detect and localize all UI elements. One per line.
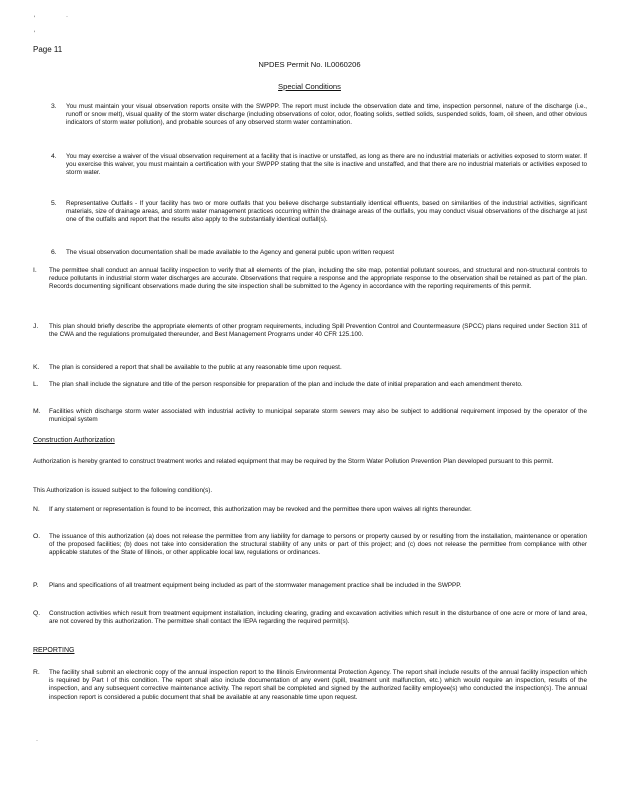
scan-mark: · [36, 738, 38, 744]
lettered-item-r [33, 669, 587, 702]
item-text: The facility shall submit an electronic copy of the annual inspection report to the Illinois Environmental Protection Agency. The report shall include results of the annual facility inspection which is required by Part I of this condition. The report shall also include documentation of any event (spill, treatment unit malfunction, etc.) which would require an inspection, results of the inspection, and any subsequent corrective maintenance activity. The report shall be completed and signed by the authorized facility employee(s) who conducted the inspection(s). The annual inspection report is considered a public document that shall be available at any reasonable time upon request. [49, 669, 587, 701]
item-text: The plan shall include the signature and title of the person responsible for preparation of the plan and include the date of initial preparation and each amendment thereto. [49, 381, 523, 388]
item-text: Plans and specifications of all treatment equipment being included as part of the stormwater management practice shall be included in the SWPPP. [49, 582, 462, 589]
item-label: I. [33, 267, 37, 274]
item-label: M. [33, 408, 41, 415]
lettered-item-q [33, 610, 587, 626]
item-label: O. [33, 533, 41, 540]
item-text: You must maintain your visual observation reports onsite with the SWPPP. The report must include the observation date and time, inspection personnel, nature of the discharge (i.e., runoff or snow melt), visual quality of the storm water discharge (including observations of color, odor, floating solids, settled solids, suspended solids, foam, oil sheen, and other obvious indicators of storm water pollution), and probable sources of any observed storm water contamination. [66, 103, 587, 127]
item-text: This plan should briefly describe the appropriate elements of other program requirements, including Spill Prevention Control and Countermeasure (SPCC) plans required under Section 311 of the CWA and the regulations promulgated thereunder, and Best Management Programs under 40 CFR 125.100. [49, 323, 587, 339]
item-label: K. [33, 364, 40, 371]
construction-heading: Construction Authorization [33, 437, 115, 444]
scan-mark: ‘ [34, 16, 36, 22]
lettered-item-l [33, 381, 587, 389]
item-text: The issuance of this authorization (a) does not release the permittee from any liability for damage to persons or property caused by or resulting from the installation, maintenance or operation of the proposed facilities; (b) does not take into consideration the structural stability of any units or part of this project; and (c) does not release the permittee from compliance with other applicable statutes of the State of Illinois, or other applicable local law, regulations or ordinances. [49, 533, 587, 557]
item-label: R. [33, 669, 40, 676]
construction-intro [33, 458, 586, 466]
item-label: 6. [51, 249, 57, 256]
permit-title: NPDES Permit No. IL0060206 [258, 60, 361, 69]
lettered-item-n [33, 506, 587, 514]
item-label: Q. [33, 610, 41, 617]
lettered-item-p [33, 582, 587, 590]
item-label: 3. [51, 103, 57, 110]
item-text: Facilities which discharge storm water associated with industrial activity to municipal separate storm sewers may also be subject to additional requirement imposed by the operator of the municipal system [49, 408, 587, 424]
item-text: The permittee shall conduct an annual facility inspection to verify that all elements of the plan, including the site map, potential pollutant sources, and structural and non-structural controls to reduce pollutants in industrial storm water discharges are accurate. Observations that require a response and the appropriate response to the observation shall be retained as part of the plan. Records documenting significant observations made during the site inspection shall be submitted to the Agency in accordance with the reporting requirements of this permit. [49, 267, 587, 291]
item-label: L. [33, 381, 39, 388]
item-text: The plan is considered a report that shall be available to the public at any reasonable time upon request. [49, 364, 342, 371]
item-label: N. [33, 506, 40, 513]
construction-intro-text: Authorization is hereby granted to construct treatment works and related equipment that may be required by the Storm Water Pollution Prevention Plan developed pursuant to this permit. [33, 458, 554, 465]
item-text: The visual observation documentation shall be made available to the Agency and general public upon written request [66, 249, 394, 256]
item-label: J. [33, 323, 39, 330]
item-text: Construction activities which result from treatment equipment installation, including clearing, grading and excavation activities which result in the disturbance of one acre or more of land area, are not covered by this authorization. The permittee shall contact the IEPA regarding the required permit(s). [49, 610, 587, 626]
numbered-item-4 [51, 153, 587, 178]
construction-subject-text: This Authorization is issued subject to the following condition(s). [33, 487, 213, 494]
item-text: You may exercise a waiver of the visual observation requirement at a facility that is inactive or unstaffed, as long as there are no industrial materials or activities exposed to storm water. If you exercise this waiver, you must maintain a certification with your SWPPP stating that the site is inactive and unstaffed, and that there are no industrial materials or activities exposed to storm water. [66, 153, 587, 177]
scan-mark: ‘ [34, 31, 36, 37]
numbered-item-5 [51, 200, 587, 225]
lettered-item-i [33, 267, 587, 292]
lettered-item-j [33, 323, 587, 339]
reporting-heading: REPORTING [33, 647, 75, 654]
scan-mark: · [66, 14, 68, 20]
item-text: If any statement or representation is found to be incorrect, this authorization may be revoked and the permittee there upon waives all rights thereunder. [49, 506, 472, 513]
numbered-item-6 [51, 249, 587, 257]
lettered-item-o [33, 533, 587, 558]
item-label: 5. [51, 200, 57, 207]
item-label: P. [33, 582, 39, 589]
construction-subject [33, 487, 586, 495]
numbered-item-3 [51, 103, 587, 128]
item-label: 4. [51, 153, 57, 160]
item-text: Representative Outfalls - If your facility has two or more outfalls that you believe discharge substantially identical effluents, based on similarities of the industrial activities, significant materials, size of drainage areas, and storm water management practices occurring within the drainage areas of the outfalls, you may conduct visual observations of the discharge at just one of the outfalls and report that the results also apply to the substantially identical outfall(s). [66, 200, 587, 224]
page-number: Page 11 [33, 45, 63, 54]
lettered-item-k [33, 364, 587, 372]
lettered-item-m [33, 408, 587, 424]
section-title: Special Conditions [278, 82, 341, 91]
